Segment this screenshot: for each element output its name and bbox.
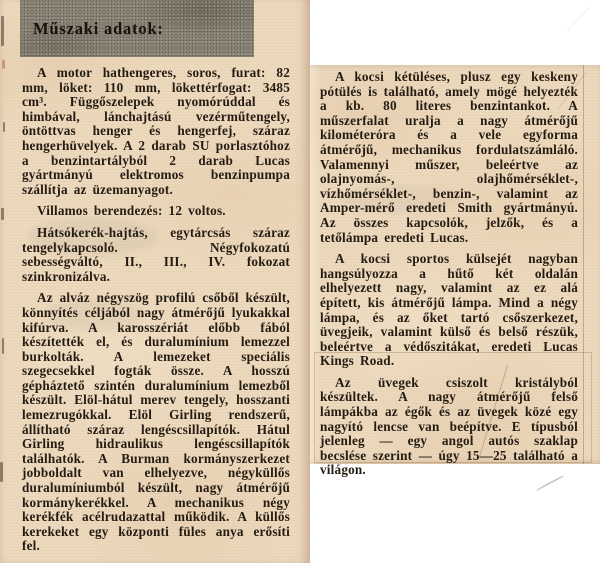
- paper-edge-mark: [0, 462, 3, 482]
- text-column-left: [22, 66, 290, 561]
- crease-mark: [567, 6, 590, 32]
- paper-edge-mark: [2, 338, 4, 354]
- paper-edge-mark: [3, 122, 5, 132]
- paragraph: A motor hathengeres, soros, furat: 82 mm, löket: 110 mm, lökettérfogat: 3485 cm³. Függőszelepek nyomórúddal és himbával, lánchajtású vezérműtengely, öntöttvas henger és hengerfej, száraz hengerhüvelyek. A 2 darab SU porlasztóhoz a benzintartályból 2 darab Lucas gyártmányú elektromos benzinpumpa szállítja az üzemanyagot.: [22, 65, 290, 197]
- section-title: Műszaki adatok:: [33, 19, 164, 38]
- paragraph: A kocsi sportos külsejét nagyban hangsúlyozza a hűtő két oldalán elhelyezett nagy, valamint az ez alá épített, kis átmérőjű lámpa. Mind a négy lámpa, és az őket tartó csőszerkezet, üvegjeik, valamint külső és belső részük, beleértve a védőszitákat, eredeti Lucas Kings Road.: [320, 251, 578, 369]
- paragraph: Villamos berendezés: 12 voltos.: [37, 203, 226, 219]
- paper-edge-mark: [1, 208, 4, 220]
- paper-edge-mark: [2, 60, 5, 69]
- paper-edge-mark: [1, 16, 4, 46]
- paragraph: Az üvegek csiszolt kristályból készültek. A nagy átmérőjű felső lámpákba az égők és az üvegek közé egy nagyító lencse van beépítve. E típusból jelenleg — egy angol autós szaklap becslése szerint — úgy 15—25 található a világon.: [320, 374, 578, 478]
- text-column-right: [320, 70, 578, 485]
- paragraph: Hátsókerék-hajtás, egytárcsás száraz tengelykapcsoló. Négyfokozatú sebességváltó, II., III., IV. fokozat szinkronizálva.: [22, 224, 290, 284]
- section-header-box: [20, 0, 254, 57]
- paragraph: A kocsi kétüléses, plusz egy keskeny pótülés is található, amely mögé helyezték a kb. 80 literes benzintankot. A műszerfalat uralja a nagy átmérőjű kilométeróra és a vele egyforma átmérőjű, mechanikus fordulatszámláló. Valamennyi műszer, beleértve az olajnyomás-, olajhőmérséklet-, vízhőmérséklet-, benzin-, valamint az Amper-mérő eredeti Smith gyártmányú. Az összes kapcsolók, jelzők, és a tetőlámpa eredeti Lucas.: [320, 69, 578, 245]
- column-rule: [583, 65, 584, 464]
- paragraph: Az alváz négyszög profilú csőből készült, könnyítés céljából nagy átmérőjű lyukakkal kifúrva. A karosszériát előbb fából készítették el, és duralumínium lemezzel burkolták. A lemezeket speciális szegecsekkel fogták össze. A hosszú gépháztető szintén duralumínium lemezből készült. Elöl-hátul merev tengely, hosszanti lemezrugókkal. Elöl Girling rendszerű, állítható száraz lengéscsillapítók. Hátul Girling hidraulikus lengéscsillapítók találhatók. A Burman kormányszerkezet jobboldalt van elhelyezve, négyküllős duralumíniumból készült, nagy átmérőjű kormánykerékkel. A mechanikus négy kerékfék acélrudazattal működik. A küllős kerekeket egy központi füles anya erősíti fel.: [22, 290, 290, 554]
